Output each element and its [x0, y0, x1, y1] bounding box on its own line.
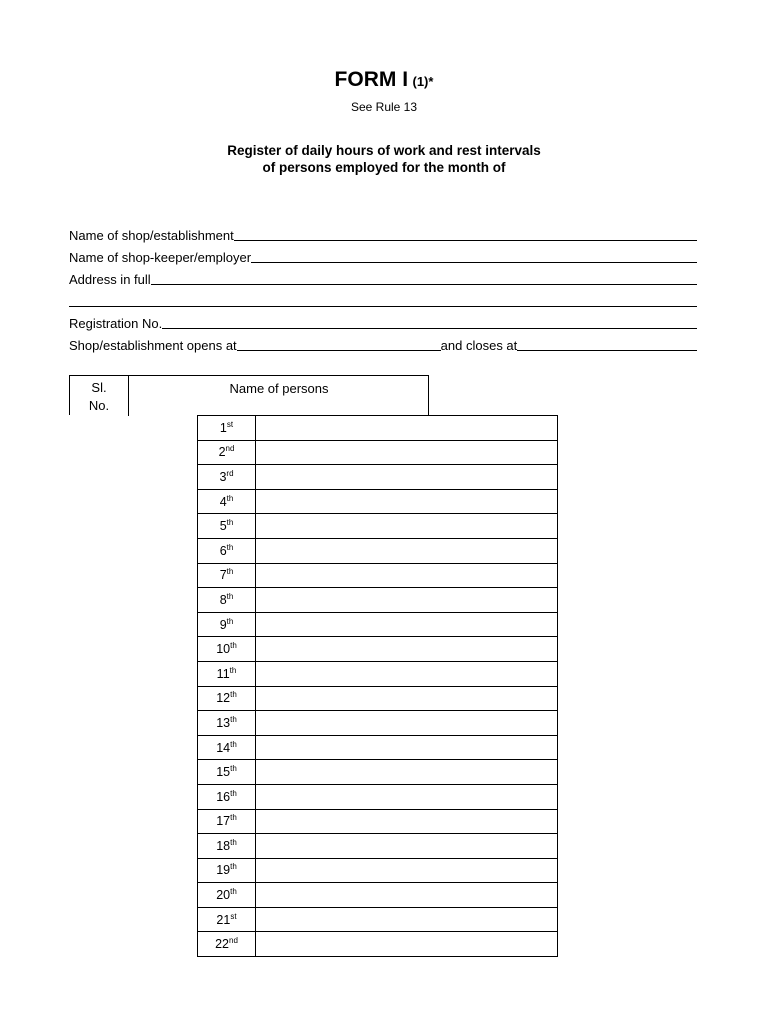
table-row [198, 637, 558, 662]
register-table-body [198, 416, 558, 957]
person-name-cell[interactable] [256, 834, 558, 859]
row-number: 18 [216, 838, 231, 853]
form-title-main: FORM I [334, 68, 409, 91]
person-name-cell[interactable] [256, 932, 558, 957]
table-row [198, 711, 558, 736]
row-number-suffix: rd [226, 468, 234, 478]
row-number-cell [198, 907, 256, 932]
opens-line[interactable] [237, 338, 441, 351]
row-number-suffix: th [230, 887, 237, 897]
form-title [0, 68, 768, 92]
row-number-cell [198, 784, 256, 809]
row-number-cell [198, 416, 256, 441]
register-heading-line1: Register of daily hours of work and rest intervals [227, 143, 541, 158]
row-number: 5 [219, 519, 227, 534]
address-label: Address in full [69, 272, 151, 287]
row-number-cell [198, 538, 256, 563]
person-name-cell[interactable] [256, 465, 558, 490]
table-row [198, 834, 558, 859]
table-row [198, 514, 558, 539]
table-row [198, 686, 558, 711]
row-number: 8 [219, 592, 227, 607]
row-number: 3 [219, 469, 227, 484]
row-number: 9 [219, 617, 227, 632]
row-number-cell [198, 440, 256, 465]
address-continuation-field [69, 291, 697, 309]
row-number-suffix: st [226, 419, 234, 429]
row-number: 6 [219, 543, 227, 558]
person-name-cell[interactable] [256, 416, 558, 441]
row-number-cell [198, 661, 256, 686]
row-number-cell [198, 735, 256, 760]
table-row [198, 735, 558, 760]
header-serial-line1: Sl. [91, 380, 107, 395]
person-name-cell[interactable] [256, 760, 558, 785]
table-row [198, 588, 558, 613]
address-field [69, 269, 697, 287]
row-number-suffix: nd [225, 444, 235, 454]
table-header [69, 375, 429, 415]
row-number-suffix: th [226, 493, 234, 503]
row-number-suffix: th [230, 641, 237, 651]
row-number: 15 [216, 765, 231, 780]
row-number-cell [198, 809, 256, 834]
closes-line[interactable] [517, 338, 697, 351]
shop-name-line[interactable] [234, 228, 697, 241]
person-name-cell[interactable] [256, 784, 558, 809]
row-number: 21 [216, 912, 231, 927]
row-number: 13 [216, 715, 231, 730]
closes-label: and closes at [440, 338, 518, 353]
row-number: 10 [216, 642, 231, 657]
shopkeeper-line[interactable] [251, 250, 697, 263]
person-name-cell[interactable] [256, 514, 558, 539]
row-number-cell [198, 834, 256, 859]
row-number-suffix: th [230, 690, 237, 700]
opens-label: Shop/establishment opens at [69, 338, 237, 353]
row-number-cell [198, 883, 256, 908]
row-number-suffix: th [230, 837, 237, 847]
row-number-suffix: st [230, 911, 237, 921]
table-row [198, 907, 558, 932]
row-number-suffix: th [230, 813, 237, 823]
row-number-cell [198, 563, 256, 588]
hours-field [69, 335, 697, 353]
table-row [198, 883, 558, 908]
shop-name-field [69, 225, 697, 243]
person-name-cell[interactable] [256, 686, 558, 711]
table-row [198, 489, 558, 514]
row-number-suffix: th [230, 862, 237, 872]
person-name-cell[interactable] [256, 858, 558, 883]
person-name-cell[interactable] [256, 711, 558, 736]
registration-line[interactable] [162, 316, 697, 329]
row-number-cell [198, 858, 256, 883]
person-name-cell[interactable] [256, 883, 558, 908]
person-name-cell[interactable] [256, 440, 558, 465]
row-number: 16 [216, 789, 231, 804]
table-row [198, 416, 558, 441]
person-name-cell[interactable] [256, 538, 558, 563]
person-name-cell[interactable] [256, 907, 558, 932]
row-number-suffix: th [230, 764, 237, 774]
shop-name-label: Name of shop/establishment [69, 228, 234, 243]
row-number-cell [198, 514, 256, 539]
row-number: 12 [216, 691, 231, 706]
row-number-suffix: th [226, 518, 234, 528]
row-number: 1 [219, 420, 227, 435]
table-row [198, 809, 558, 834]
row-number: 4 [219, 494, 227, 509]
row-number-suffix: th [230, 788, 237, 798]
row-number: 2 [218, 445, 226, 460]
row-number: 14 [216, 740, 231, 755]
register-table [197, 415, 558, 957]
shopkeeper-label: Name of shop-keeper/employer [69, 250, 252, 265]
table-row [198, 661, 558, 686]
rule-reference: See Rule 13 [350, 100, 418, 114]
table-row [198, 538, 558, 563]
address-line-2[interactable] [69, 294, 697, 307]
row-number-cell [198, 612, 256, 637]
row-number-suffix: th [226, 616, 234, 626]
person-name-cell[interactable] [256, 809, 558, 834]
row-number-suffix: th [230, 739, 237, 749]
table-row [198, 440, 558, 465]
row-number-cell [198, 588, 256, 613]
row-number-cell [198, 711, 256, 736]
row-number: 20 [216, 888, 231, 903]
person-name-cell[interactable] [256, 735, 558, 760]
person-name-cell[interactable] [256, 489, 558, 514]
table-row [198, 932, 558, 957]
shopkeeper-field [69, 247, 697, 265]
row-number: 7 [219, 568, 227, 583]
address-line[interactable] [151, 272, 697, 285]
row-number-suffix: th [230, 714, 237, 724]
registration-label: Registration No. [69, 316, 163, 331]
table-row [198, 465, 558, 490]
registration-field [69, 313, 697, 331]
row-number-cell [198, 760, 256, 785]
row-number-cell [198, 686, 256, 711]
table-row [198, 612, 558, 637]
table-row [198, 858, 558, 883]
row-number-suffix: nd [229, 936, 238, 946]
row-number-suffix: th [226, 542, 234, 552]
form-title-suffix: (1)* [412, 74, 434, 89]
row-number-suffix: th [226, 591, 234, 601]
person-name-cell[interactable] [256, 588, 558, 613]
row-number: 17 [216, 814, 231, 829]
table-row [198, 760, 558, 785]
register-heading-line2: of persons employed for the month of [262, 160, 506, 175]
table-row [198, 784, 558, 809]
row-number-suffix: th [226, 567, 234, 577]
row-number-cell [198, 489, 256, 514]
row-number-cell [198, 932, 256, 957]
header-serial [70, 379, 128, 415]
row-number: 11 [216, 666, 230, 681]
row-number-cell [198, 637, 256, 662]
row-number-cell [198, 465, 256, 490]
header-serial-line2: No. [88, 398, 110, 413]
header-name-of-persons: Name of persons [229, 381, 329, 396]
person-name-cell[interactable] [256, 637, 558, 662]
row-number: 22 [215, 937, 229, 952]
person-name-cell[interactable] [256, 661, 558, 686]
person-name-cell[interactable] [256, 612, 558, 637]
person-name-cell[interactable] [256, 563, 558, 588]
table-row [198, 563, 558, 588]
row-number-suffix: th [229, 665, 237, 675]
row-number: 19 [216, 863, 231, 878]
